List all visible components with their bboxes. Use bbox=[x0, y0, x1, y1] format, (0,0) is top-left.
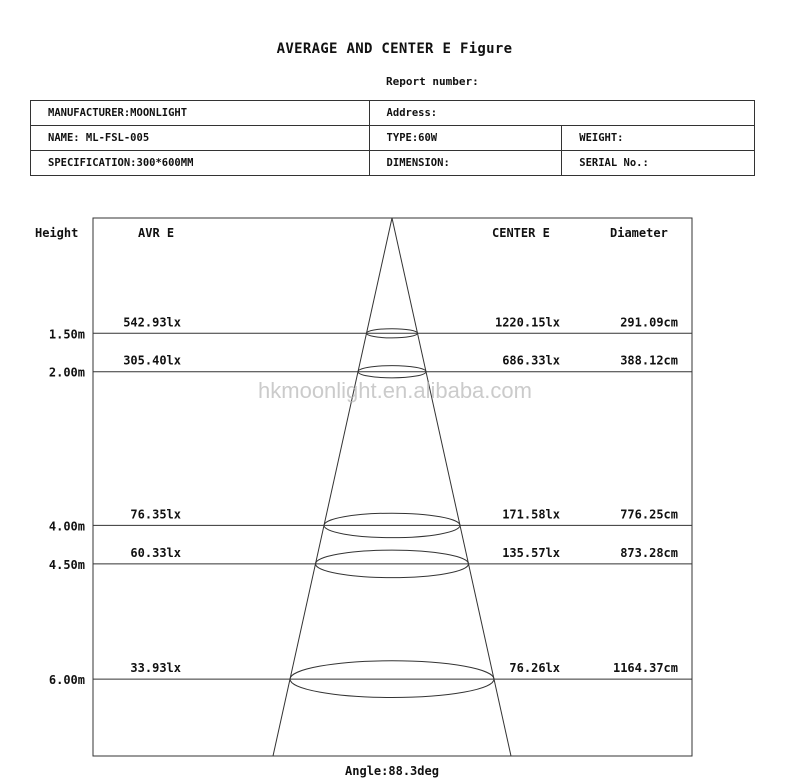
diameter-value: 291.09cm bbox=[620, 315, 678, 330]
name-cell: NAME: ML-FSL-005 bbox=[31, 126, 370, 151]
page-title: AVERAGE AND CENTER E Figure bbox=[276, 41, 513, 57]
avr-e-value: 60.33lx bbox=[130, 545, 181, 560]
diameter-column-header: Diameter bbox=[610, 226, 668, 240]
avr-e-value: 542.93lx bbox=[123, 315, 181, 330]
height-label: 4.50m bbox=[48, 557, 85, 572]
height-column-header: Height bbox=[35, 226, 79, 240]
center-e-value: 76.26lx bbox=[509, 661, 560, 676]
avr-column-header: AVR E bbox=[138, 226, 175, 240]
center-e-value: 135.57lx bbox=[502, 545, 560, 560]
avr-e-value: 76.35lx bbox=[130, 507, 181, 522]
dimension-cell: DIMENSION: bbox=[369, 151, 562, 176]
manufacturer-cell: MANUFACTURER:MOONLIGHT bbox=[31, 101, 370, 126]
address-cell: Address: bbox=[369, 101, 754, 126]
diameter-value: 873.28cm bbox=[620, 545, 678, 560]
center-e-value: 686.33lx bbox=[502, 353, 560, 368]
avr-e-value: 305.40lx bbox=[123, 353, 181, 368]
height-label: 1.50m bbox=[48, 327, 85, 342]
watermark: hkmoonlight.en.alibaba.com bbox=[258, 378, 532, 403]
diameter-value: 1164.37cm bbox=[612, 661, 678, 676]
chart-frame bbox=[93, 218, 692, 756]
chart-rows bbox=[49, 315, 692, 697]
center-column-header: CENTER E bbox=[492, 226, 550, 240]
type-cell: TYPE:60W bbox=[369, 126, 562, 151]
height-label: 4.00m bbox=[48, 519, 85, 534]
avr-e-value: 33.93lx bbox=[130, 661, 181, 676]
center-e-value: 1220.15lx bbox=[494, 315, 560, 330]
height-label: 2.00m bbox=[48, 365, 85, 380]
report-number-label: Report number: bbox=[386, 75, 479, 88]
center-e-value: 171.58lx bbox=[502, 507, 560, 522]
cone-left-edge bbox=[273, 218, 392, 756]
height-label: 6.00m bbox=[48, 673, 85, 688]
weight-cell: WEIGHT: bbox=[562, 126, 755, 151]
serial-cell: SERIAL No.: bbox=[562, 151, 755, 176]
specification-cell: SPECIFICATION:300*600MM bbox=[31, 151, 370, 176]
angle-label: Angle:88.3deg bbox=[345, 764, 439, 778]
cone-right-edge bbox=[392, 218, 511, 756]
diameter-value: 388.12cm bbox=[620, 353, 678, 368]
diameter-value: 776.25cm bbox=[620, 507, 678, 522]
